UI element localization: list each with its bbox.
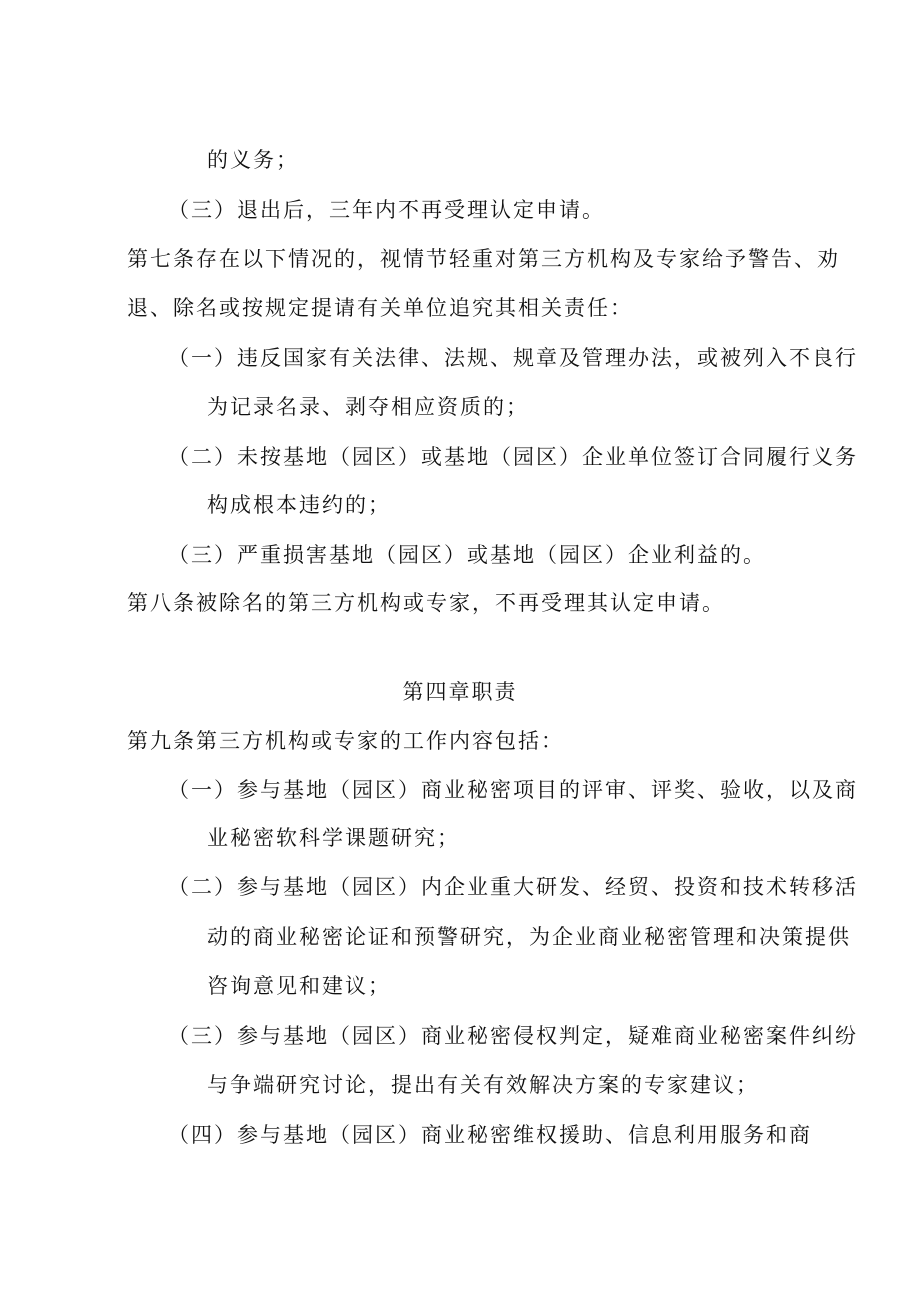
text-line: 构成根本违约的； (207, 493, 391, 517)
text-line: 为记录名录、剥夺相应资质的； (207, 395, 529, 419)
text-line: 退、除名或按规定提请有关单位追究其相关责任： (127, 296, 633, 320)
text-line: （三）退出后，三年内不再受理认定申请。 (168, 198, 605, 222)
text-line: （一）违反国家有关法律、法规、规章及管理办法，或被列入不良行 (168, 346, 858, 370)
text-line: 第八条被除名的第三方机构或专家，不再受理其认定申请。 (127, 591, 725, 615)
text-line: （三）严重损害基地（园区）或基地（园区）企业利益的。 (168, 543, 766, 567)
text-line: （二）未按基地（园区）或基地（园区）企业单位签订合同履行义务 (168, 445, 858, 469)
text-line: 与争端研究讨论，提出有关有效解决方案的专家建议； (207, 1073, 759, 1097)
text-line: （四）参与基地（园区）商业秘密维权援助、信息利用服务和商 (168, 1123, 812, 1147)
text-line: 咨询意见和建议； (207, 974, 391, 998)
text-line: 第九条第三方机构或专家的工作内容包括： (127, 729, 564, 753)
text-line: 动的商业秘密论证和预警研究，为企业商业秘密管理和决策提供 (207, 925, 851, 949)
text-line: 第七条存在以下情况的，视情节轻重对第三方机构及专家给予警告、劝 (127, 247, 840, 271)
text-line: （一）参与基地（园区）商业秘密项目的评审、评奖、验收，以及商 (168, 778, 858, 802)
text-line: 业秘密软科学课题研究； (207, 826, 460, 850)
text-line: 的义务； (207, 148, 299, 172)
text-line: （二）参与基地（园区）内企业重大研发、经贸、投资和技术转移活 (168, 875, 858, 899)
chapter-heading: 第四章职责 (402, 680, 518, 704)
text-line: （三）参与基地（园区）商业秘密侵权判定，疑难商业秘密案件纠纷 (168, 1024, 858, 1048)
